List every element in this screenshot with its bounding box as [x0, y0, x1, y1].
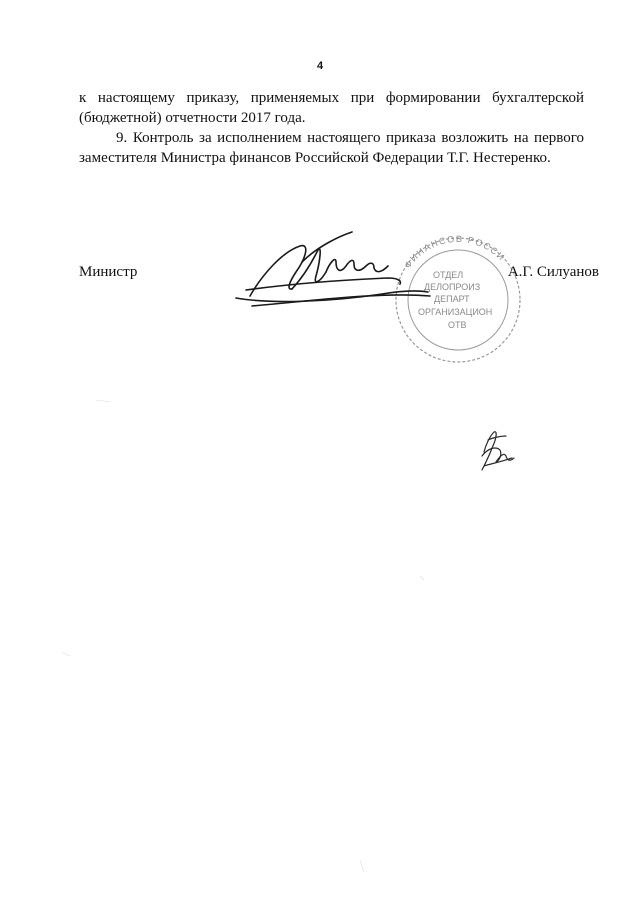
stamp-line: ОРГАНИЗАЦИОН [418, 307, 493, 317]
stamp-line: ОТДЕЛ [433, 270, 464, 280]
paragraph-line: (бюджетной) отчетности 2017 года. [79, 110, 306, 126]
document-body [79, 88, 584, 168]
page-number: 4 [316, 60, 324, 72]
scan-artifacts [62, 400, 424, 872]
official-stamp [396, 234, 520, 362]
paragraph-continuation [79, 88, 584, 128]
signer-position: Министр [79, 264, 138, 280]
paragraph-line: заместителя Министра финансов Российской Федерации Т.Г. Нестеренко. [79, 150, 551, 166]
paragraph-line: к настоящему приказу, применяемых при формировании бухгалтерской [79, 90, 584, 106]
stamp-ring-text: ФИНАНСОВ РОССИ [402, 233, 508, 271]
stamp-line: ДЕЛОПРОИЗ [424, 282, 481, 292]
handwritten-initials [482, 432, 514, 470]
paragraph-line: 9. Контроль за исполнением настоящего приказа возложить на первого [116, 130, 584, 146]
signer-name: А.Г. Силуанов [507, 264, 599, 280]
stamp-line: ДЕПАРТ [434, 294, 470, 304]
stamp-line: ОТВ [448, 320, 467, 330]
paragraph-item-9 [79, 128, 584, 168]
signature-block [79, 264, 599, 284]
